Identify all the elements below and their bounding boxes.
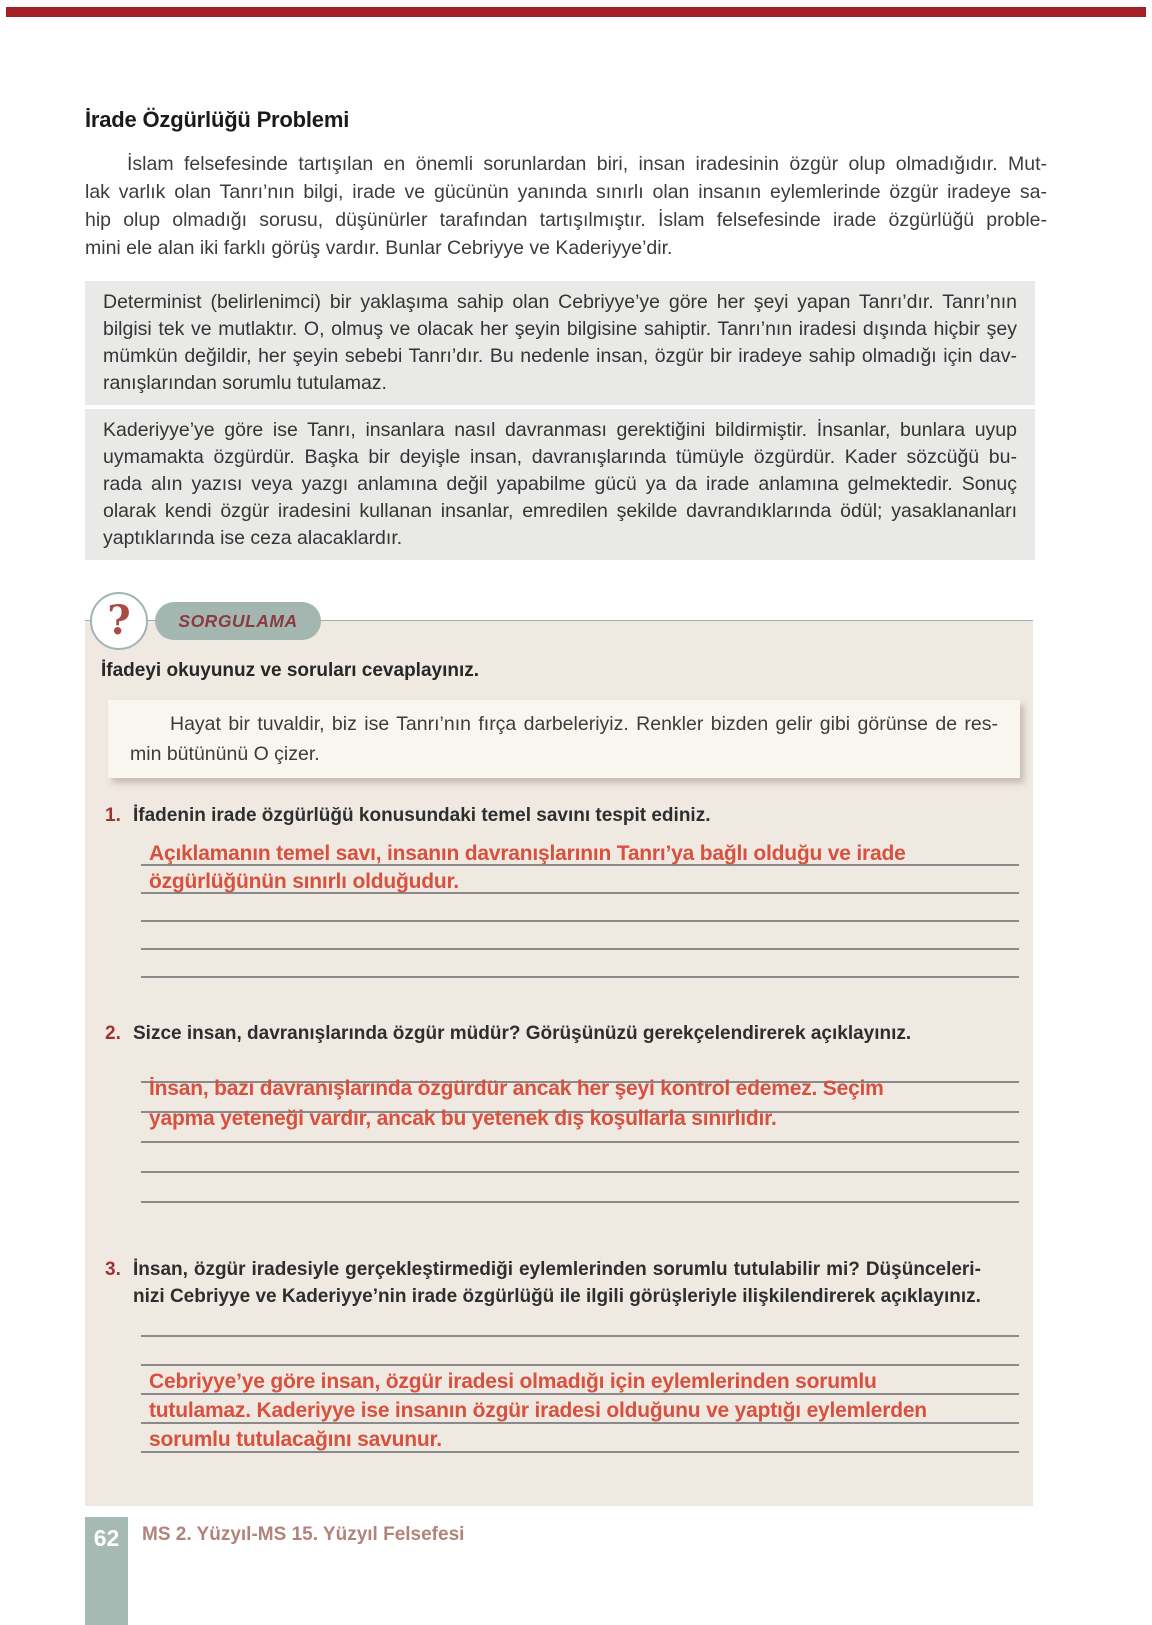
question-3-text	[133, 1256, 981, 1310]
answer-text-line: yapma yeteneği vardır, ancak bu yetenek dış koşullarla sınırlıdır.	[149, 1107, 777, 1130]
text-line: ranışlarından sorumlu tutulamaz.	[103, 372, 387, 394]
handwritten-answer-1	[149, 840, 1019, 896]
question-mark-glyph: ?	[107, 597, 131, 644]
quote-line: min bütününü O çizer.	[130, 743, 320, 765]
question-2	[105, 1020, 1005, 1047]
question-1-text	[133, 802, 710, 829]
sorgulama-panel	[85, 620, 1033, 1506]
answer-text-line: Açıklamanın temel savı, insanın davranışlarının Tanrı’ya bağlı olduğu ve irade	[149, 842, 906, 865]
page-number-block	[85, 1517, 128, 1625]
text-line: bilgisi tek ve mutlaktır. O, olmuş ve olacak her şeyin bilgisine sahiptir. Tanrı’nın iradesi dışında hiçbir şey	[103, 318, 1017, 340]
activity-instruction: İfadeyi okuyunuz ve soruları cevaplayınız.	[101, 660, 480, 681]
answer-line-rule	[141, 950, 1019, 978]
text-line: Determinist (belirlenimci) bir yaklaşıma sahip olan Cebriyye’ye göre her şeyi yapan Tanrı’dır. Tanrı’nın	[103, 291, 1017, 313]
text-line: Sizce insan, davranışlarında özgür müdür? Görüşünüzü gerekçelendirerek açıklayınız.	[133, 1023, 912, 1044]
answer-line-rule	[141, 922, 1019, 950]
intro-paragraph	[85, 150, 1047, 262]
question-2-number: 2.	[105, 1023, 121, 1044]
question-1-number: 1.	[105, 805, 121, 826]
answer-line-rule	[141, 1337, 1019, 1366]
answer-area-1	[141, 838, 1019, 978]
text-line: nizi Cebriyye ve Kaderiyye’nin irade özgürlüğü ile ilgili görüşleriyle ilişkilendirerek açıklayınız.	[133, 1286, 981, 1307]
text-line: İslam felsefesinde tartışılan en önemli sorunlardan biri, insan iradesinin özgür olup olmadığıdır. Mut-	[127, 153, 1047, 175]
quote-line: Hayat bir tuvaldir, biz ise Tanrı’nın fırça darbeleriyiz. Renkler bizden gelir gibi görünse de res-	[170, 713, 998, 735]
text-line: Kaderiyye’ye göre ise Tanrı, insanlara nasıl davranması gerektiğini bildirmiştir. İnsanlar, bunlara uyup	[103, 419, 1017, 441]
quote-box	[108, 700, 1020, 778]
text-line: İnsan, özgür iradesiyle gerçekleştirmediği eylemlerinden sorumlu tutulabilir mi? Düşünceleri-	[133, 1259, 981, 1280]
answer-area-2	[141, 1053, 1019, 1203]
page-number: 62	[93, 1525, 120, 1551]
question-1	[105, 802, 1005, 829]
handwritten-answer-3	[149, 1367, 1019, 1454]
text-line: rada alın yazısı veya yazgı anlamına değil yapabilme gücü ya da irade anlamına gelmektedir. Sonuç	[103, 473, 1017, 495]
answer-line-rule	[141, 894, 1019, 922]
answer-line-rule	[141, 1143, 1019, 1173]
top-accent-bar	[6, 7, 1146, 17]
question-3	[105, 1256, 1005, 1310]
answer-area-3	[141, 1308, 1019, 1453]
answer-text-line: tutulamaz. Kaderiyye ise insanın özgür iradesi olduğunu ve yaptığı eylemlerden	[149, 1399, 927, 1422]
answer-text-line: sorumlu tutulacağını savunur.	[149, 1428, 442, 1451]
answer-line-rule	[141, 1173, 1019, 1203]
text-line: yaptıklarında ise ceza alacaklardır.	[103, 527, 403, 549]
text-line: mümkün değildir, her şeyin sebebi Tanrı’dır. Bu nedenle insan, özgür bir iradeye sahip olmadığı için dav-	[103, 345, 1017, 367]
text-line: mini ele alan iki farklı görüş vardır. Bunlar Cebriyye ve Kaderiyye’dir.	[85, 237, 673, 259]
question-mark-icon	[90, 592, 148, 650]
text-line: hip olup olmadığı sorusu, düşünürler tarafından tartışılmıştır. İslam felsefesinde irade özgürlüğü proble-	[85, 209, 1047, 231]
question-3-number: 3.	[105, 1259, 121, 1280]
question-2-text	[133, 1020, 911, 1047]
answer-text-line: Cebriyye’ye göre insan, özgür iradesi olmadığı için eylemlerinden sorumlu	[149, 1370, 877, 1393]
info-box-cebriyye	[85, 281, 1035, 405]
text-line: uymamakta özgürdür. Başka bir deyişle insan, davranışlarında tümüyle özgürdür. Kader sözcüğü bu-	[103, 446, 1017, 468]
footer-chapter-label: MS 2. Yüzyıl-MS 15. Yüzyıl Felsefesi	[142, 1524, 465, 1545]
text-line: lak varlık olan Tanrı’nın bilgi, irade ve gücünün yanında sınırlı olan insanın eylemlerinde özgür iradeye sa-	[85, 181, 1047, 203]
text-line: olarak kendi özgür iradesini kullanan insanlar, emredilen şekilde davrandıklarında ödül; yasaklananları	[103, 500, 1017, 522]
sorgulama-badge	[155, 602, 321, 640]
answer-text-line: İnsan, bazı davranışlarında özgürdür ancak her şeyi kontrol edemez. Seçim	[149, 1077, 884, 1100]
section-title: İrade Özgürlüğü Problemi	[85, 107, 350, 132]
handwritten-answer-2	[149, 1074, 1019, 1134]
sorgulama-badge-label: SORGULAMA	[178, 610, 298, 631]
answer-line-rule	[141, 1308, 1019, 1337]
answer-text-line: özgürlüğünün sınırlı olduğudur.	[149, 870, 459, 893]
info-box-kaderiyye	[85, 409, 1035, 560]
text-line: İfadenin irade özgürlüğü konusundaki temel savını tespit ediniz.	[133, 805, 711, 826]
